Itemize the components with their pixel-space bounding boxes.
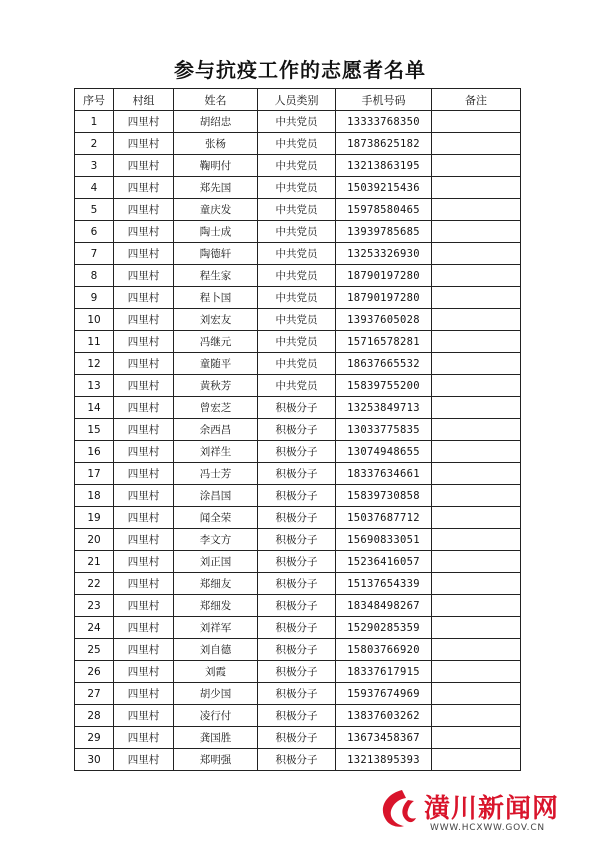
cell-name: 刘祥军 [174,617,258,639]
cell-index: 28 [75,705,114,727]
col-header-index: 序号 [75,89,114,111]
cell-phone: 15236416057 [336,551,432,573]
cell-category: 积极分子 [258,397,336,419]
cell-remark [432,617,521,639]
cell-category: 中共党员 [258,155,336,177]
cell-village: 四里村 [114,375,174,397]
cell-phone: 15037687712 [336,507,432,529]
table-row [75,287,521,309]
cell-remark [432,749,521,771]
cell-category: 积极分子 [258,507,336,529]
cell-index: 15 [75,419,114,441]
cell-name: 刘正国 [174,551,258,573]
cell-index: 6 [75,221,114,243]
cell-category: 积极分子 [258,617,336,639]
cell-phone: 13837603262 [336,705,432,727]
col-header-category: 人员类别 [258,89,336,111]
table-row [75,617,521,639]
site-watermark [372,786,582,840]
cell-village: 四里村 [114,265,174,287]
cell-phone: 18337617915 [336,661,432,683]
cell-phone: 18738625182 [336,133,432,155]
cell-category: 积极分子 [258,441,336,463]
table-row [75,639,521,661]
table-row [75,727,521,749]
cell-index: 18 [75,485,114,507]
cell-name: 冯继元 [174,331,258,353]
cell-name: 陶士成 [174,221,258,243]
cell-name: 郑明强 [174,749,258,771]
cell-index: 13 [75,375,114,397]
cell-category: 积极分子 [258,639,336,661]
cell-village: 四里村 [114,331,174,353]
cell-category: 积极分子 [258,463,336,485]
cell-category: 中共党员 [258,221,336,243]
cell-index: 1 [75,111,114,133]
cell-category: 积极分子 [258,419,336,441]
cell-village: 四里村 [114,309,174,331]
cell-phone: 13213895393 [336,749,432,771]
cell-village: 四里村 [114,639,174,661]
cell-remark [432,727,521,749]
table-row [75,243,521,265]
cell-name: 胡少国 [174,683,258,705]
cell-index: 5 [75,199,114,221]
cell-name: 凌行付 [174,705,258,727]
cell-phone: 15137654339 [336,573,432,595]
table-row [75,529,521,551]
col-header-phone: 手机号码 [336,89,432,111]
cell-name: 郑细友 [174,573,258,595]
cell-phone: 15290285359 [336,617,432,639]
table-row [75,353,521,375]
cell-index: 4 [75,177,114,199]
cell-name: 刘祥生 [174,441,258,463]
cell-remark [432,573,521,595]
cell-remark [432,661,521,683]
cell-category: 中共党员 [258,375,336,397]
cell-phone: 13253326930 [336,243,432,265]
cell-index: 9 [75,287,114,309]
table-row [75,595,521,617]
cell-index: 17 [75,463,114,485]
cell-phone: 13939785685 [336,221,432,243]
site-url: WWW.HCXWW.GOV.CN [430,823,545,833]
cell-name: 闻全荣 [174,507,258,529]
table-row [75,265,521,287]
cell-village: 四里村 [114,441,174,463]
cell-category: 积极分子 [258,485,336,507]
cell-index: 2 [75,133,114,155]
cell-category: 中共党员 [258,309,336,331]
cell-index: 12 [75,353,114,375]
cell-name: 冯士芳 [174,463,258,485]
cell-phone: 15839730858 [336,485,432,507]
cell-village: 四里村 [114,727,174,749]
table-row [75,683,521,705]
cell-index: 29 [75,727,114,749]
table-row [75,551,521,573]
cell-index: 23 [75,595,114,617]
cell-village: 四里村 [114,199,174,221]
cell-remark [432,441,521,463]
table-row [75,155,521,177]
cell-village: 四里村 [114,221,174,243]
cell-remark [432,419,521,441]
col-header-remark: 备注 [432,89,521,111]
cell-phone: 18637665532 [336,353,432,375]
cell-phone: 13033775835 [336,419,432,441]
cell-village: 四里村 [114,155,174,177]
cell-category: 积极分子 [258,749,336,771]
cell-remark [432,507,521,529]
cell-remark [432,155,521,177]
cell-remark [432,177,521,199]
table-row [75,331,521,353]
site-name: 潢川新闻网 [424,794,560,824]
cell-village: 四里村 [114,177,174,199]
cell-name: 李文方 [174,529,258,551]
cell-index: 19 [75,507,114,529]
cell-village: 四里村 [114,397,174,419]
cell-phone: 15978580465 [336,199,432,221]
cell-name: 黄秋芳 [174,375,258,397]
cell-remark [432,287,521,309]
table-row [75,397,521,419]
cell-name: 程卜国 [174,287,258,309]
cell-category: 中共党员 [258,243,336,265]
cell-phone: 15039215436 [336,177,432,199]
cell-remark [432,243,521,265]
cell-name: 张杨 [174,133,258,155]
cell-phone: 13253849713 [336,397,432,419]
table-row [75,221,521,243]
table-row [75,573,521,595]
cell-remark [432,529,521,551]
cell-remark [432,485,521,507]
cell-category: 积极分子 [258,683,336,705]
cell-village: 四里村 [114,243,174,265]
cell-remark [432,265,521,287]
cell-index: 25 [75,639,114,661]
cell-village: 四里村 [114,353,174,375]
cell-name: 陶德轩 [174,243,258,265]
cell-index: 3 [75,155,114,177]
cell-index: 14 [75,397,114,419]
cell-name: 龚国胜 [174,727,258,749]
cell-index: 27 [75,683,114,705]
table-row [75,749,521,771]
cell-village: 四里村 [114,551,174,573]
col-header-name: 姓名 [174,89,258,111]
table-row [75,199,521,221]
cell-name: 童随平 [174,353,258,375]
cell-village: 四里村 [114,529,174,551]
cell-remark [432,353,521,375]
cell-category: 积极分子 [258,727,336,749]
cell-index: 16 [75,441,114,463]
cell-index: 7 [75,243,114,265]
cell-name: 童庆发 [174,199,258,221]
table-row [75,309,521,331]
cell-phone: 15690833051 [336,529,432,551]
cell-phone: 13937605028 [336,309,432,331]
cell-village: 四里村 [114,705,174,727]
cell-phone: 18348498267 [336,595,432,617]
cell-category: 积极分子 [258,705,336,727]
cell-category: 中共党员 [258,199,336,221]
cell-village: 四里村 [114,133,174,155]
cell-phone: 18790197280 [336,287,432,309]
table-header-row [75,89,521,111]
cell-name: 鞠明付 [174,155,258,177]
cell-name: 余西昌 [174,419,258,441]
cell-phone: 15937674969 [336,683,432,705]
cell-remark [432,375,521,397]
table-row [75,375,521,397]
page-title: 参与抗疫工作的志愿者名单 [174,58,426,82]
cell-index: 10 [75,309,114,331]
cell-category: 中共党员 [258,331,336,353]
cell-village: 四里村 [114,507,174,529]
cell-name: 曾宏芝 [174,397,258,419]
cell-name: 刘霞 [174,661,258,683]
cell-remark [432,111,521,133]
cell-village: 四里村 [114,595,174,617]
cell-category: 中共党员 [258,133,336,155]
cell-index: 26 [75,661,114,683]
cell-index: 21 [75,551,114,573]
cell-village: 四里村 [114,661,174,683]
cell-phone: 13333768350 [336,111,432,133]
cell-phone: 13673458367 [336,727,432,749]
cell-village: 四里村 [114,419,174,441]
table-row [75,705,521,727]
cell-phone: 15839755200 [336,375,432,397]
cell-remark [432,397,521,419]
cell-village: 四里村 [114,485,174,507]
cell-remark [432,199,521,221]
cell-remark [432,639,521,661]
table-row [75,441,521,463]
cell-phone: 15803766920 [336,639,432,661]
cell-category: 中共党员 [258,177,336,199]
swoosh-logo-icon [372,786,418,832]
cell-remark [432,331,521,353]
cell-category: 中共党员 [258,353,336,375]
cell-category: 积极分子 [258,529,336,551]
cell-phone: 13074948655 [336,441,432,463]
cell-index: 20 [75,529,114,551]
cell-category: 积极分子 [258,661,336,683]
cell-village: 四里村 [114,617,174,639]
cell-village: 四里村 [114,683,174,705]
table-row [75,485,521,507]
cell-village: 四里村 [114,573,174,595]
cell-remark [432,595,521,617]
cell-phone: 18337634661 [336,463,432,485]
cell-village: 四里村 [114,111,174,133]
cell-village: 四里村 [114,287,174,309]
cell-category: 积极分子 [258,551,336,573]
cell-village: 四里村 [114,749,174,771]
cell-name: 郑先国 [174,177,258,199]
cell-index: 22 [75,573,114,595]
cell-remark [432,705,521,727]
table-body [75,111,521,771]
cell-index: 30 [75,749,114,771]
cell-index: 11 [75,331,114,353]
cell-name: 郑细发 [174,595,258,617]
table-row [75,111,521,133]
cell-category: 积极分子 [258,595,336,617]
cell-category: 积极分子 [258,573,336,595]
cell-remark [432,133,521,155]
cell-category: 中共党员 [258,111,336,133]
cell-category: 中共党员 [258,265,336,287]
cell-village: 四里村 [114,463,174,485]
cell-phone: 13213863195 [336,155,432,177]
cell-remark [432,551,521,573]
cell-phone: 18790197280 [336,265,432,287]
cell-name: 程生家 [174,265,258,287]
cell-category: 中共党员 [258,287,336,309]
cell-remark [432,309,521,331]
volunteer-table [74,88,521,771]
cell-index: 24 [75,617,114,639]
cell-name: 胡绍忠 [174,111,258,133]
cell-phone: 15716578281 [336,331,432,353]
cell-name: 涂昌国 [174,485,258,507]
cell-index: 8 [75,265,114,287]
cell-name: 刘宏友 [174,309,258,331]
table-row [75,133,521,155]
table-row [75,177,521,199]
cell-remark [432,683,521,705]
cell-name: 刘自德 [174,639,258,661]
col-header-village: 村组 [114,89,174,111]
table-row [75,507,521,529]
cell-remark [432,221,521,243]
cell-remark [432,463,521,485]
table-row [75,463,521,485]
table-row [75,419,521,441]
table-row [75,661,521,683]
